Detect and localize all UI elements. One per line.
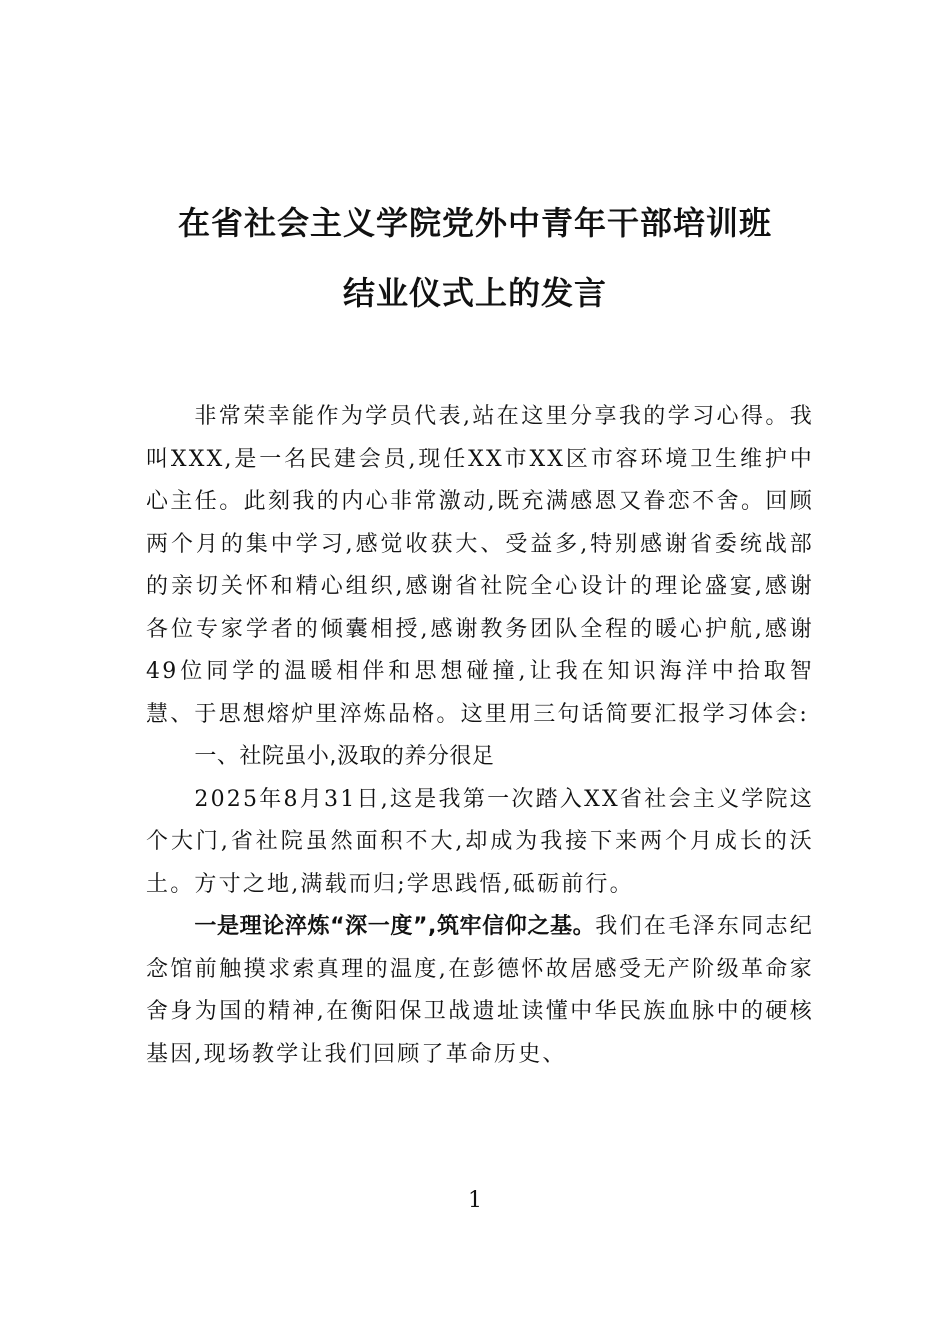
document-title-line-1: 在省社会主义学院党外中青年干部培训班 <box>177 204 772 242</box>
paragraph-3-lead: 一是理论淬炼“深一度”,筑牢信仰之基。 <box>194 914 596 939</box>
paragraph-3 <box>146 906 814 1076</box>
document-body <box>146 396 814 1076</box>
intro-paragraph: 非常荣幸能作为学员代表,站在这里分享我的学习心得。我叫XXX,是一名民建会员,现任XX市XX区市容环境卫生维护中心主任。此刻我的内心非常激动,既充满感恩又眷恋不舍。回顾两个月的集中学习,感觉收获大、受益多,特别感谢省委统战部的亲切关怀和精心组织,感谢省社院全心设计的理论盛宴,感谢各位专家学者的倾囊相授,感谢教务团队全程的暖心护航,感谢49位同学的温暖相伴和思想碰撞,让我在知识海洋中拾取智慧、于思想熔炉里淬炼品格。这里用三句话简要汇报学习体会: <box>146 404 814 727</box>
paragraph-2: 2025年8月31日,这是我第一次踏入XX省社会主义学院这个大门,省社院虽然面积不大,却成为我接下来两个月成长的沃土。方寸之地,满载而归;学思践悟,砥砺前行。 <box>146 786 814 897</box>
paragraph-3-body: 我们在毛泽东同志纪念馆前触摸求索真理的温度,在彭德怀故居感受无产阶级革命家舍身为国的精神,在衡阳保卫战遗址读懂中华民族血脉中的硬核基因,现场教学让我们回顾了革命历史、 <box>146 914 814 1067</box>
page-number: 1 <box>468 1188 482 1213</box>
section-heading-1: 一、社院虽小,汲取的养分很足 <box>194 744 495 769</box>
document-title-line-2: 结业仪式上的发言 <box>342 274 607 312</box>
